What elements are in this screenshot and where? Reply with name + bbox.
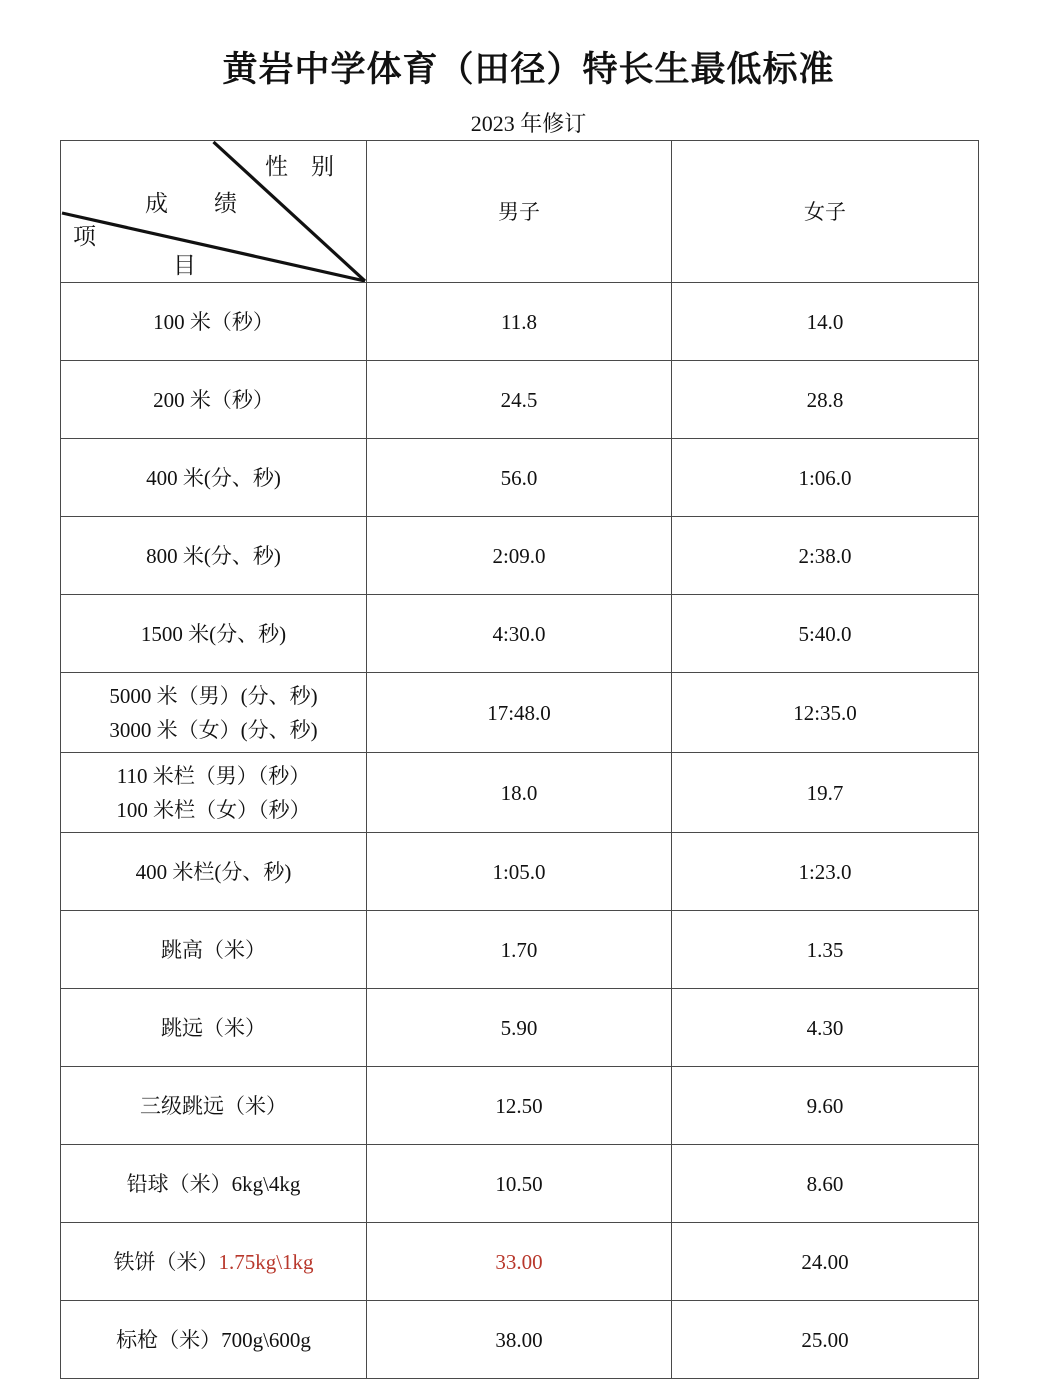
event-name-cell	[61, 989, 367, 1067]
female-standard-cell: 1:23.0	[672, 833, 979, 911]
event-name-line1: 110 米栏（男）（秒）	[116, 763, 311, 788]
male-standard-cell: 38.00	[367, 1301, 672, 1379]
table-row	[61, 1067, 979, 1145]
female-standard-cell: 12:35.0	[672, 673, 979, 753]
table-row	[61, 283, 979, 361]
event-name-text: 400 米(分、秒)	[146, 465, 281, 490]
female-standard-cell: 19.7	[672, 753, 979, 833]
female-standard-cell: 4.30	[672, 989, 979, 1067]
event-name-cell	[61, 595, 367, 673]
event-name-line2: 3000 米（女）(分、秒)	[109, 717, 318, 742]
event-name-cell	[61, 283, 367, 361]
corner-label-score: 成 绩	[145, 191, 237, 216]
event-name-cell	[61, 1301, 367, 1379]
male-standard-cell: 11.8	[367, 283, 672, 361]
table-header-row	[61, 141, 979, 283]
female-standard-cell: 9.60	[672, 1067, 979, 1145]
male-standard-cell: 2:09.0	[367, 517, 672, 595]
event-name-text: 三级跳远（米）	[140, 1093, 287, 1118]
table-row	[61, 753, 979, 833]
female-standard-cell: 1:06.0	[672, 439, 979, 517]
diagonal-corner-header	[61, 141, 367, 283]
event-name-text: 1500 米(分、秒)	[140, 621, 287, 646]
event-name-cell	[61, 1145, 367, 1223]
column-header-female: 女子	[672, 141, 979, 283]
female-standard-cell: 8.60	[672, 1145, 979, 1223]
table-body	[61, 141, 979, 1379]
female-standard-cell: 2:38.0	[672, 517, 979, 595]
table-row	[61, 517, 979, 595]
event-name-text: 100 米（秒）	[153, 309, 274, 334]
table-row	[61, 595, 979, 673]
corner-label-project-line1: 项	[73, 224, 96, 249]
event-name-text: 跳远（米）	[161, 1015, 266, 1040]
male-standard-cell: 4:30.0	[367, 595, 672, 673]
event-name-line1: 5000 米（男）(分、秒)	[109, 683, 318, 708]
male-standard-cell: 17:48.0	[367, 673, 672, 753]
table-row	[61, 833, 979, 911]
female-standard-cell: 24.00	[672, 1223, 979, 1301]
standards-table	[60, 140, 979, 1379]
female-standard-cell: 28.8	[672, 361, 979, 439]
event-name-text: 跳高（米）	[161, 937, 266, 962]
table-row	[61, 673, 979, 753]
event-name-cell	[61, 753, 367, 833]
male-standard-cell: 18.0	[367, 753, 672, 833]
table-row	[61, 439, 979, 517]
event-name-cell	[61, 361, 367, 439]
event-name-text: 800 米(分、秒)	[146, 543, 281, 568]
female-standard-cell: 25.00	[672, 1301, 979, 1379]
event-name-cell	[61, 673, 367, 753]
standards-table-container	[60, 140, 978, 1379]
male-standard-cell: 10.50	[367, 1145, 672, 1223]
column-header-male: 男子	[367, 141, 672, 283]
male-standard-cell: 1.70	[367, 911, 672, 989]
event-name-cell	[61, 439, 367, 517]
female-standard-cell: 1.35	[672, 911, 979, 989]
male-standard-cell: 5.90	[367, 989, 672, 1067]
event-name-cell	[61, 517, 367, 595]
event-name-text: 铁饼（米）	[113, 1249, 219, 1274]
table-row	[61, 1301, 979, 1379]
event-name-highlight-spec: 1.75kg\1kg	[218, 1249, 314, 1274]
table-row	[61, 989, 979, 1067]
page-title: 黄岩中学体育（田径）特长生最低标准	[222, 50, 835, 89]
event-name-line2: 100 米栏（女）（秒）	[116, 797, 311, 822]
female-standard-cell: 5:40.0	[672, 595, 979, 673]
male-standard-cell: 56.0	[367, 439, 672, 517]
male-standard-cell: 33.00	[367, 1223, 672, 1301]
event-name-cell	[61, 1067, 367, 1145]
table-row	[61, 1145, 979, 1223]
event-name-text: 400 米栏(分、秒)	[135, 859, 292, 884]
table-row	[61, 1223, 979, 1301]
table-row	[61, 911, 979, 989]
corner-label-project-line2: 目	[173, 253, 196, 278]
event-name-cell	[61, 833, 367, 911]
event-name-text: 200 米（秒）	[153, 387, 274, 412]
event-name-text: 标枪（米）700g\600g	[116, 1327, 311, 1352]
page-subtitle: 2023 年修订	[470, 111, 587, 136]
female-standard-cell: 14.0	[672, 283, 979, 361]
male-standard-cell: 24.5	[367, 361, 672, 439]
event-name-text: 铅球（米）6kg\4kg	[126, 1171, 301, 1196]
event-name-cell	[61, 911, 367, 989]
corner-label-gender: 性 别	[265, 154, 334, 179]
male-standard-cell: 1:05.0	[367, 833, 672, 911]
male-standard-cell: 12.50	[367, 1067, 672, 1145]
event-name-cell	[61, 1223, 367, 1301]
table-row	[61, 361, 979, 439]
